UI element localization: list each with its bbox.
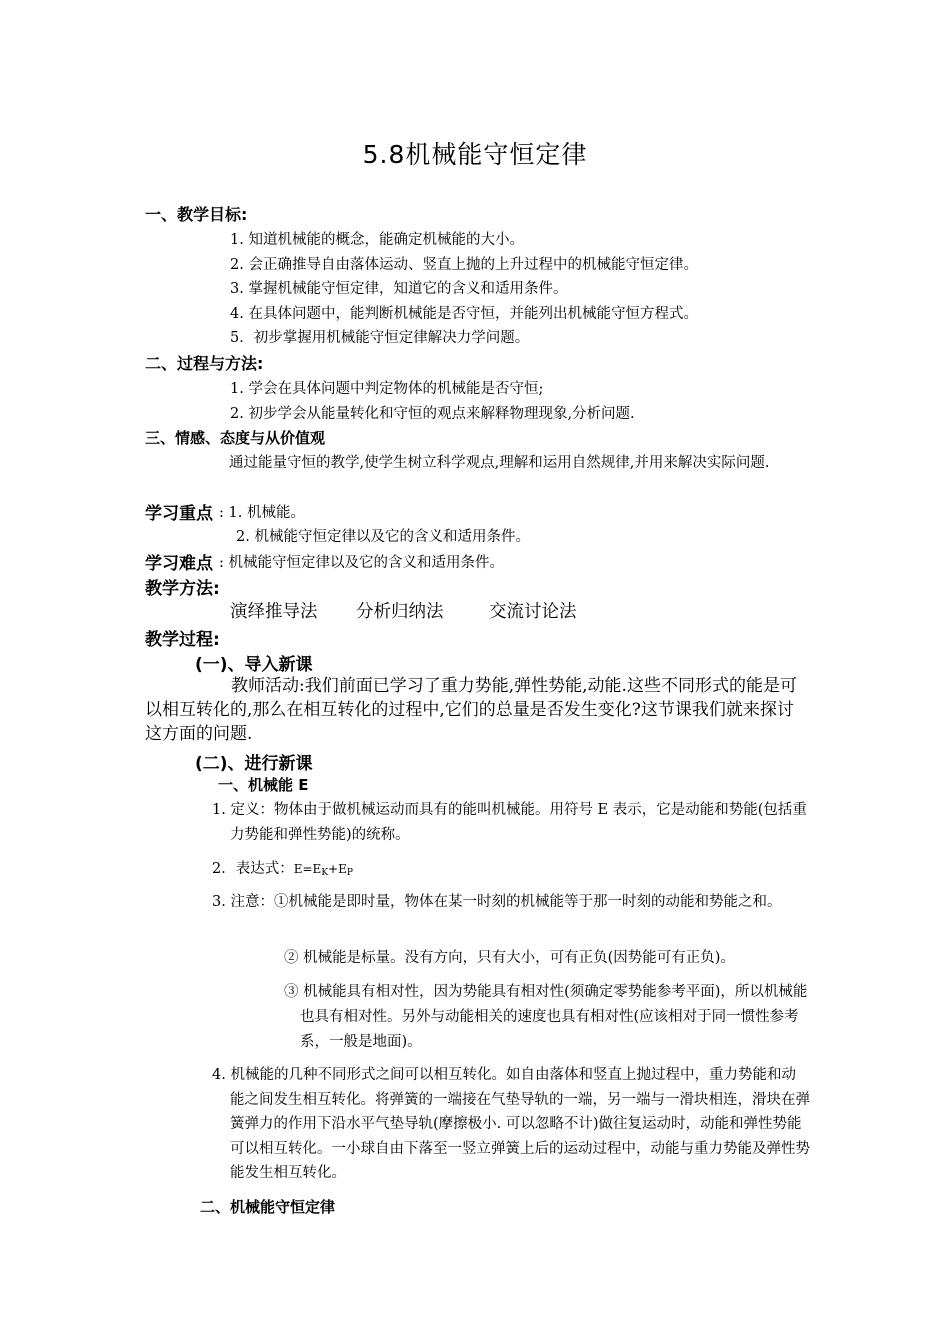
goal-item: 4. 在具体问题中，能判断机械能是否守恒，并能列出机械能守恒方程式。 [230, 306, 698, 322]
difficulty-text: : 机械能守恒定律以及它的含义和适用条件。 [219, 555, 504, 571]
expression-label: 2．表达式： [212, 861, 294, 877]
process-item: 2. 初步学会从能量转化和守恒的观点来解释物理现象,分析问题. [230, 406, 635, 422]
method-item: 演绎推导法 [230, 602, 318, 622]
note-label: 3. 注意： [212, 894, 274, 910]
new-lesson-heading: (二)、进行新课 [195, 754, 313, 774]
method-item: 分析归纳法 [356, 602, 444, 622]
page-title: 5.8机械能守恒定律 [362, 140, 588, 169]
note-item: ①机械能是即时量，物体在某一时刻的机械能等于那一时刻的动能和势能之和。 [274, 894, 782, 910]
process-heading: 二、过程与方法: [145, 354, 264, 373]
emotion-heading: 三、情感、态度与从价值观 [145, 429, 326, 447]
expression-e: E=E [293, 862, 322, 876]
method-item: 交流讨论法 [489, 602, 577, 622]
goal-item: 5．初步掌握用机械能守恒定律解决力学问题。 [230, 330, 530, 346]
definition-text: 1. 定义：物体由于做机械运动而具有的能叫机械能。用符号 E 表示，它是动能和势能(包括重力势能和弹性势能)的统称。 [212, 802, 807, 843]
key-points-label: 学习重点 [145, 504, 213, 524]
goal-item: 2. 会正确推导自由落体运动、竖直上抛的上升过程中的机械能守恒定律。 [230, 257, 698, 273]
expression-line [212, 857, 353, 878]
intro-text: 教师活动:我们前面已学习了重力势能,弹性势能,动能.这些不同形式的能是可以相互转化的,那么在相互转化的过程中,它们的总量是否发生变化?这节课我们就来探讨这方面的问题. [145, 676, 797, 744]
difficulty-label: 学习难点 [145, 554, 213, 574]
expression-p: P [346, 868, 353, 878]
intro-heading: (一)、导入新课 [195, 655, 313, 675]
emotion-text: 通过能量守恒的教学,使学生树立科学观点,理解和运用自然规律,并用来解决实际问题. [229, 455, 770, 471]
process-item: 1. 学会在具体问题中判定物体的机械能是否守恒; [230, 381, 544, 397]
conversion-text: 4. 机械能的几种不同形式之间可以相互转化。如自由落体和竖直上抛过程中，重力势能和动能之间发生相互转化。将弹簧的一端接在气垫导轨的一端，另一端与一滑块相连，滑块在弹簧弹力的作用下沿水平气垫导轨(摩擦极小. 可以忽略不计)做往复运动时，动能和弹性势能可以相互转化。一小球自由下落至一竖立弹簧上后的运动过程中，动能与重力势能及弹性势能发生相互转化。 [212, 1067, 810, 1181]
expression-k: K [321, 868, 329, 878]
goals-heading: 一、教学目标: [145, 205, 248, 224]
goal-item: 1. 知道机械能的概念，能确定机械能的大小。 [230, 232, 524, 248]
key-point-item: : 1. 机械能。 [219, 505, 305, 521]
goal-item: 3. 掌握机械能守恒定律，知道它的含义和适用条件。 [230, 281, 568, 297]
procedure-heading: 教学过程: [145, 630, 220, 650]
mechanical-energy-heading: 一、机械能 E [218, 776, 309, 794]
methods-heading: 教学方法: [145, 579, 220, 599]
note-item: ③ 机械能具有相对性，因为势能具有相对性(须确定零势能参考平面)，所以机械能也具有相对性。另外与动能相关的速度也具有相对性(应该相对于同一惯性参考系，一般是地面)。 [284, 984, 808, 1050]
expression-plus: +E [328, 862, 347, 876]
key-point-item: 2. 机械能守恒定律以及它的含义和适用条件。 [236, 529, 530, 545]
conservation-law-heading: 二、机械能守恒定律 [200, 1198, 336, 1216]
note-item: ② 机械能是标量。没有方向，只有大小，可有正负(因势能可有正负)。 [284, 950, 735, 966]
